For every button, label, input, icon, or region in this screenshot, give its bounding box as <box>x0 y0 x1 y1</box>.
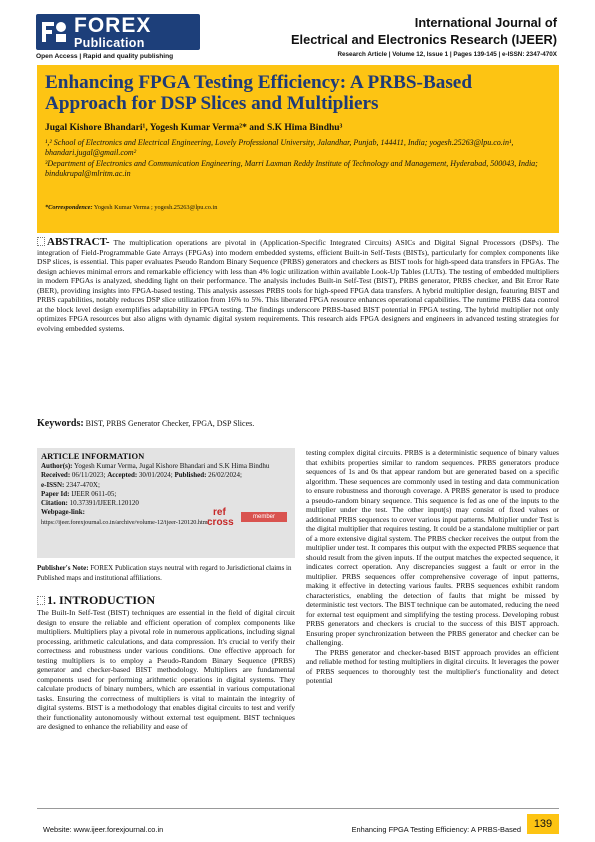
article-info-heading: ARTICLE INFORMATION <box>41 451 145 461</box>
correspondence-label: *Correspondence: <box>45 204 93 211</box>
footer-short-title: Enhancing FPGA Testing Efficiency: A PRBS-Based <box>351 825 521 834</box>
publisher-logo <box>36 14 200 50</box>
webpage-label: Webpage-link: <box>41 508 85 517</box>
eissn-label: e-ISSN: <box>41 480 65 489</box>
publisher-note-label: Publisher's Note: <box>37 564 89 572</box>
crossref-member: member <box>241 512 287 522</box>
received-value: 06/11/2023; <box>71 471 106 480</box>
publisher-note <box>37 563 295 583</box>
paperid-value: IJEER 0611-05; <box>71 489 117 498</box>
journal-header <box>291 14 557 58</box>
crossref-logo-icon <box>207 508 239 532</box>
affiliation-1: ¹,² School of Electronics and Electrical Engineering, Lovely Professional University, Jalandhar, Punjab, 144411, India; yogesh.25263@lpu.co.in¹, bhandari.jugal@gmail.com² <box>45 138 514 158</box>
info-authors-label: Author(s): <box>41 462 73 470</box>
eissn-value: 2347-470X; <box>66 480 100 489</box>
logo-line2: Publication <box>74 35 145 50</box>
keywords-text: BIST, PRBS Generator Checker, FPGA, DSP Slices. <box>85 419 255 428</box>
intro-paragraph-2: testing complex digital circuits. PRBS is a deterministic sequence of binary values that exhibits properties similar to random sequences. PRBS generators produce sequences of 1s and 0s that appear random but are generated based on a specific algorithm. These sequences are commonly used in testing and data communication to ensure robustness and thorough coverage. A PRBS generator is used to produce a pseudo-random binary sequence. This sequence is fed as one of the inputs to the multiplier under the test. The other input(s) may consist of fixed values or additional PRBS sequences to cover various input patterns. Multiplier under Test is the digital multiplier that requires testing. It could be a standalone multiplier or part of a more extensive digital system. The PRBS checker receives the output from the multiplier under test. It compares this output with the expected PRBS sequence that should result from the given inputs. If the output matches the expected sequence, it indicates correct operation. Any discrepancies suggest a fault or error in the multiplier. PRBS sequences offer comprehensive coverage of input patterns, making it effective in detecting various faults. PRBS sequences exhibit random characteristics, enabling the detection of faults that might be missed by deterministic test vectors. The BIST technique can be automated, reducing the need for external test equipment and simplifying the testing process. Developing robust PRBS generators and checkers is crucial to the success of this BIST approach. Ensuring proper synchronization between the PRBS generator and checker can be challenging. <box>306 448 559 648</box>
paper-title: Enhancing FPGA Testing Efficiency: A PRBS-Based Approach for DSP Slices and Multipliers <box>45 72 472 114</box>
journal-issue-info: Research Article | Volume 12, Issue 1 | Pages 139-145 | e-ISSN: 2347-470X <box>337 51 557 58</box>
crossref-badge[interactable] <box>207 508 287 532</box>
crossref-label: cross <box>207 517 234 528</box>
publisher-tagline: Open Access | Rapid and quality publishing <box>36 53 174 60</box>
webpage-link[interactable]: https://ijeer.forexjournal.co.in/archive/volume-12/ijeer-120120.html <box>41 518 210 526</box>
journal-name-line2: Electrical and Electronics Research (IJEER) <box>290 32 557 47</box>
accepted-label: Accepted: <box>107 471 138 480</box>
article-info-box <box>37 448 295 558</box>
info-eissn <box>41 481 291 490</box>
accepted-value: 30/01/2024; <box>138 471 173 480</box>
intro-paragraph-3: The PRBS generator and checker-based BIST approach provides an efficient and reliable method for testing multipliers in digital circuits. It leverages the power of PRBS sequences to thoroughly test the multiplier's functionality and detect potential <box>306 647 559 686</box>
abstract-heading: ABSTRACT- <box>47 236 110 248</box>
intro-left-column <box>37 592 295 732</box>
citation-value[interactable]: 10.37391/IJEER.120120 <box>69 499 139 508</box>
page-footer <box>37 808 559 834</box>
crossref-sub: ref <box>213 507 226 518</box>
info-paperid <box>41 490 291 499</box>
intro-paragraph-1: The Built-In Self-Test (BIST) techniques are essential in the field of digital circuit design to ensure the reliable and efficient operation of complex components like multipliers. Multipliers play a pivotal role in numerous applications, including signal processing, arithmetic calculations, and data compression. It's crucial to verify their correctness and robustness under various conditions. One effective approach for testing multipliers is to employ a Pseudo-Random Binary Sequence (PRBS) generator and checker-based BIST methodology. Multipliers are fundamental components used for performing arithmetic operations in digital systems. They calculate products of binary numbers, which are essential in various computational tasks. Ensuring the correctness of multipliers is vital to maintain the integrity of digital systems. BIST is a methodology that enables digital circuits to test and verify their functionality autonomously without external test equipment. BIST techniques are designed to enhance the reliability and ease of <box>37 608 295 732</box>
author-list: Jugal Kishore Bhandari¹, Yogesh Kumar Verma²* and S.K Hima Bindhu³ <box>45 123 343 133</box>
section-marker-icon <box>37 237 45 246</box>
publisher-note-text: FOREX Publication stays neutral with regard to Jurisdictional claims in Published maps and institutional affiliations. <box>37 564 292 582</box>
footer-website[interactable]: Website: www.ijeer.forexjournal.co.in <box>43 825 164 834</box>
paperid-label: Paper Id: <box>41 489 70 498</box>
citation-label: Citation: <box>41 499 68 508</box>
info-authors <box>41 462 291 471</box>
journal-name-line1: International Journal of <box>414 15 557 30</box>
keywords-label: Keywords: <box>37 418 84 429</box>
keywords <box>37 418 254 429</box>
info-authors-value: Yogesh Kumar Verma, Jugal Kishore Bhandari and S.K Hima Bindhu <box>74 462 270 470</box>
published-value: 26/02/2024; <box>208 471 243 480</box>
section-marker-icon <box>37 596 45 605</box>
intro-heading-text: 1. INTRODUCTION <box>47 593 156 607</box>
affiliations <box>45 138 551 180</box>
page-number: 139 <box>527 814 559 834</box>
abstract-text: The multiplication operations are pivotal in (Application-Specific Integrated Circuits) ASICs and Digital Signal Processors (DSPs). The integration of Field-Programmable Gate Arrays (FPGAs) into modern embedded systems, efficient Built-in Self-Tests (BISTs), particularly for complex components like DSP slices, is essential. This paper evaluates Pseudo Random Binary Sequence (PRBS) generators and checkers as BIST tools for high-speed data transfers in FPGAs. The design achieves minimal errors and remarkable efficiency with less than 4% logic utilization within available Look-Up Tables (LUTs). The testing of embedded multipliers in modern FPGAs is analyzed, shedding light on their performance. The analysis includes Built-in Self-Test (BIST), PRBS generator, PRBS checker, and Bit Error Rate (BER), providing insights into FPGA-based testing. This analysis assesses PRBS tools for high-speed FPGA data transfers. A hybrid multiplier design, featuring BIST and PRBS capabilities, notably reduces DSP slice utilization from 16% to 5%. This liberated FPGA resource enhances operational capabilities. The runtime PRBS data control at the block level design exemplifies adaptability in FPGA testing. The findings underscore PRBS-based BIST potential in FPGA testing. The hybrid multiplier not only optimizes FPGA resources but also aligns with dynamic digital system requirements. This research aids FPGA designers and engineers in advanced testing strategies for evolving embedded systems. <box>37 238 560 333</box>
title-block <box>37 65 559 233</box>
abstract <box>37 237 559 333</box>
info-dates <box>41 471 291 480</box>
intro-heading <box>37 592 295 608</box>
correspondence-value: Yogesh Kumar Verma ; yogesh.25263@lpu.co.in <box>93 204 218 211</box>
logo-line1: FOREX <box>74 13 152 37</box>
received-label: Received: <box>41 471 71 480</box>
intro-right-column <box>306 448 559 686</box>
affiliation-2: ³Department of Electronics and Communication Engineering, Marri Laxman Reddy Institute of Technology and Management, Hyderabad, 500043, India; bindukrupal@mlritm.ac.in <box>45 158 538 179</box>
logo-emblem-icon <box>38 16 70 48</box>
published-label: Published: <box>174 471 207 480</box>
correspondence <box>45 204 217 211</box>
